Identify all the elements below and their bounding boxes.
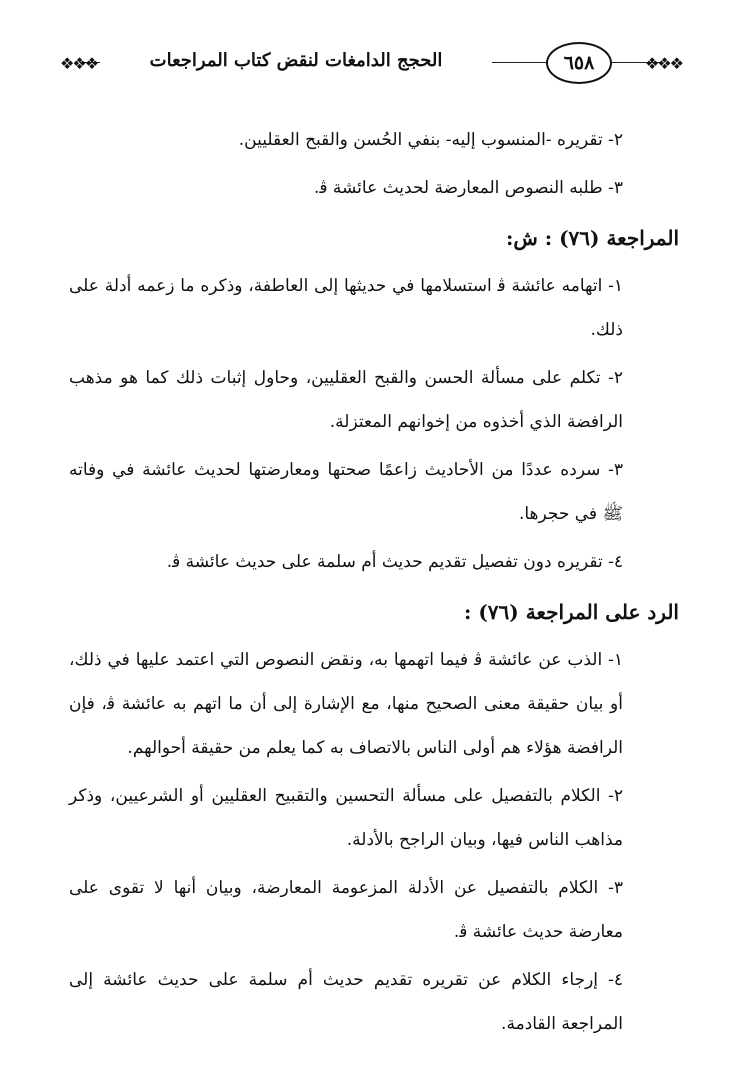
paragraph: ٢- تكلم على مسألة الحسن والقبح العقليين، وحاول إثبات ذلك كما هو مذهب الرافضة الذي أخذوه من إخوانهم المعتزلة. — [69, 368, 623, 432]
page-header — [60, 38, 682, 88]
paragraph: ٣- سرده عددًا من الأحاديث زاعمًا صحتها ومعارضتها لحديث عائشة في وفاته ﷺ في حجرها. — [69, 460, 623, 524]
section-heading: المراجعة (٧٦) : ش: — [505, 226, 679, 250]
running-title: الحجج الدامغات لنقض كتاب المراجعات — [100, 50, 492, 71]
paragraph: ٢- الكلام بالتفصيل على مسألة التحسين والتقبيح العقليين أو الشرعيين، وذكر مذاهب الناس فيها، وبيان الراجح بالأدلة. — [69, 786, 623, 850]
ornament-right-icon: ❖❖❖ — [644, 54, 682, 73]
paragraph: ١- اتهامه عائشة ﭬ استسلامها في حديثها إلى العاطفة، وذكره ما زعمه أدلة على ذلك. — [69, 276, 623, 340]
paragraph: ٤- تقريره دون تفصيل تقديم حديث أم سلمة على حديث عائشة ﭬ. — [166, 552, 623, 572]
paragraph: ٣- طلبه النصوص المعارضة لحديث عائشة ﭬ. — [313, 178, 623, 198]
page-number: ٦٥٨ — [546, 42, 612, 84]
paragraph: ١- الذب عن عائشة ﭬ فيما اتهمها به، ونقض النصوص التي اعتمد عليها في ذلك، أو بيان حقيقة معنى الصحيح منها، مع الإشارة إلى أن ما اتهم به عائشة ﭬ، فإن الرافضة هؤلاء هم أولى الناس بالاتصاف به كما يعلم من حقيقة أحوالهم. — [69, 650, 623, 758]
paragraph: ٤- إرجاء الكلام عن تقريره تقديم حديث أم سلمة على حديث عائشة إلى المراجعة القادمة. — [69, 970, 623, 1034]
section-heading: الرد على المراجعة (٧٦) : — [463, 600, 679, 624]
paragraph: ٣- الكلام بالتفصيل عن الأدلة المزعومة المعارضة، وبيان أنها لا تقوى على معارضة حديث عائشة ﭬ. — [69, 878, 623, 942]
ornament-left-icon: ❖❖❖ — [60, 54, 98, 73]
page-body — [69, 118, 679, 1046]
paragraph: ٢- تقريره -المنسوب إليه- بنفي الحُسن والقبح العقليين. — [238, 130, 623, 150]
